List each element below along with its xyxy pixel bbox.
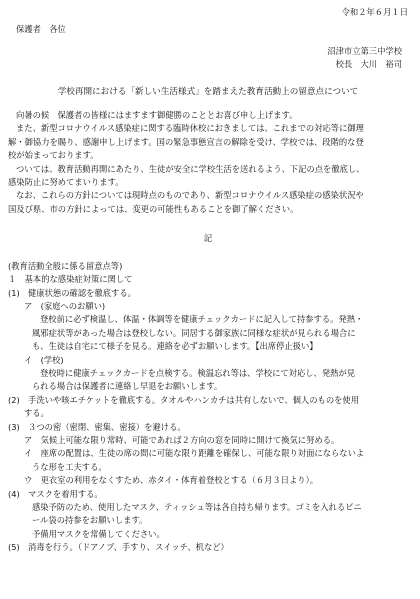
intro-line: 国及び県、市の方針によっては、変更の可能性もあることを御了解ください。 xyxy=(8,203,299,214)
list-item: 感染予防のため、使用したマスク、ティッシュ等は各自持ち帰ります。ゴミを入れるビニ xyxy=(32,502,362,512)
document-title: 学校再開における「新しい生活様式」を踏まえた教育活動上の留意点について xyxy=(57,86,359,97)
list-item: ア 気候上可能な限り常時、可能であれば２方向の窓を同時に開けて換気に努める。 xyxy=(24,434,340,445)
list-item: 風邪症状等があった場合は登校しない。同居する御家族に同様な症状が見られる場合に xyxy=(32,327,356,338)
list-item: (2) 手洗いや咳エチケットを徹底する。タオルやハンカチは共有しないで、個人のものを使用 xyxy=(8,394,360,405)
list-item: (3) ３つの密（密閉、密集、密接）を避ける。 xyxy=(8,421,186,432)
principal-name: 校長 大川 裕司 xyxy=(335,59,402,70)
list-item: イ 座席の配置は、生徒の席の間に可能な限り距離を確保し、可能な限り対面にならないよ xyxy=(24,448,365,459)
intro-line: 解・御協力を賜り、感謝申し上げます。国の緊急事態宣言の解除を受け、学校では、段階的な登 xyxy=(8,136,364,147)
recipient: 保護者 各位 xyxy=(16,24,66,35)
section-heading: (教育活動全般に係る留意点等) xyxy=(8,260,123,271)
list-item: イ (学校) xyxy=(24,354,64,365)
ki-heading: 記 xyxy=(203,233,213,244)
list-item: られる場合は保護者に連絡し早退をお願いします。 xyxy=(32,381,223,392)
list-item: も、生徒は自宅にて様子を見る。連絡を必ずお願いします。【出席停止扱い】 xyxy=(32,341,318,352)
intro-line: また、新型コロナウイルス感染症に関する臨時休校におきましては、これまでの対応等に御理 xyxy=(16,123,364,134)
list-item: (5) 消毒を行う。（ドアノブ、手すり、スイッチ、机など） xyxy=(8,542,229,553)
list-item: 登校時に健康チェックカードを点検する。検温忘れ等は、学校にて対応し、発熱が見 xyxy=(40,367,356,378)
list-item: ウ 更衣室の利用をなくすため、赤タイ・体育着登校とする（６月３日より）。 xyxy=(24,475,319,486)
list-item: ール袋の持参をお願いします。 xyxy=(32,515,148,526)
intro-line: なお、これらの方針については現時点のものであり、新型コロナウイルス感染症の感染状況や xyxy=(16,190,364,201)
list-item: する。 xyxy=(24,408,49,419)
school-name: 沼津市立第三中学校 xyxy=(327,45,402,56)
list-item: ア (家庭へのお願い) xyxy=(24,300,106,311)
intro-line: 感染防止に努めてまいります。 xyxy=(8,177,124,188)
intro-line: 向暑の候 保護者の皆様にはますます御健勝のこととお喜び申し上げます。 xyxy=(16,110,298,121)
list-item: うな形を工夫する。 xyxy=(32,461,107,472)
list-item: 登校前に必ず検温し、体温・体調等を健康チェックカードに記入して持参する。発熱・ xyxy=(40,314,364,325)
section-heading: １ 基本的な感染症対策に関して xyxy=(8,274,133,285)
intro-line: 校が始まっております。 xyxy=(8,150,99,161)
intro-line: ついては、教育活動再開にあたり、生徒が安全に学校生活を送れるよう、下記の点を徹底し、 xyxy=(16,163,365,174)
list-item: (1) 健康状態の確認を徹底する。 xyxy=(8,287,136,298)
list-item: 予備用マスクを常備してください。 xyxy=(32,528,165,539)
list-item: (4) マスクを着用する。 xyxy=(8,488,103,499)
date: 令和２年６月１日 xyxy=(341,7,408,17)
